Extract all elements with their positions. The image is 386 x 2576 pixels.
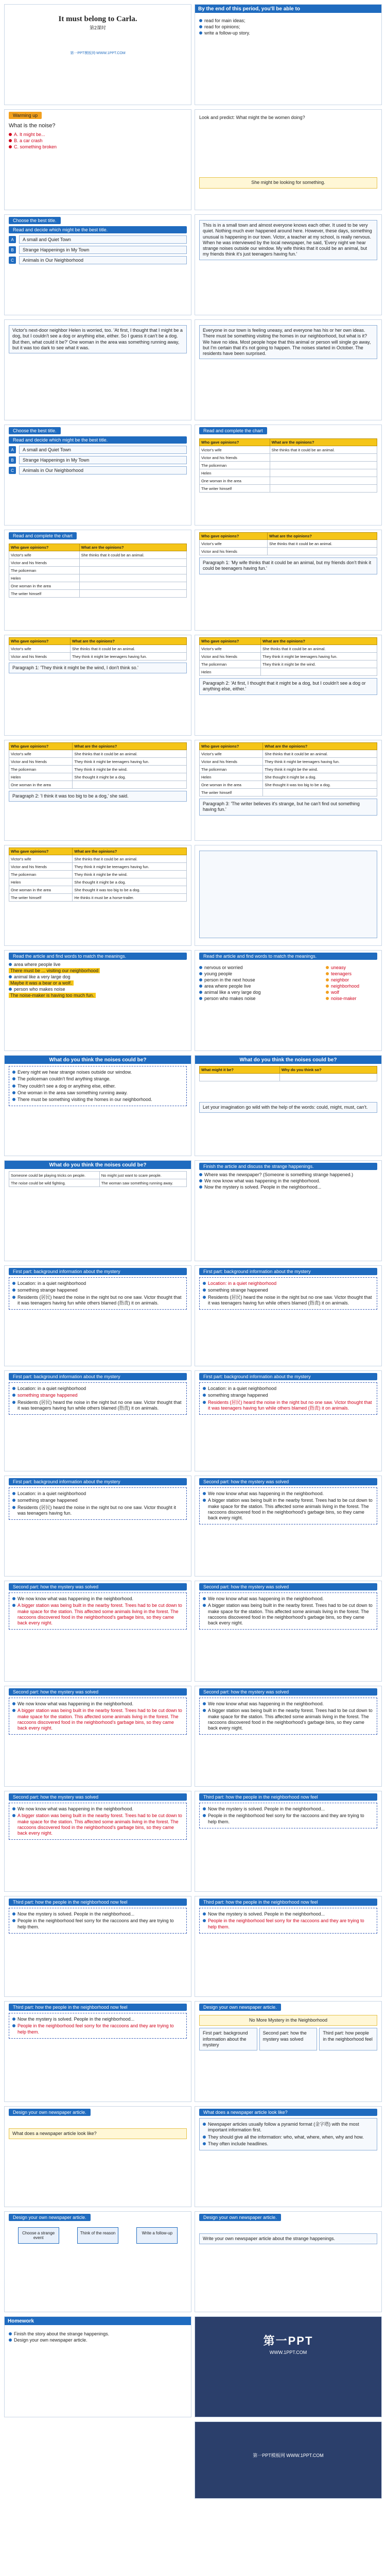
bullet-icon xyxy=(9,133,12,136)
bullet-icon xyxy=(12,2018,15,2021)
slide-chart-3[interactable] xyxy=(195,530,382,631)
section-label: Design your own newspaper article. xyxy=(9,2214,91,2221)
bullet-icon xyxy=(12,1492,15,1495)
slide-third-part-1[interactable]: Third part: how the people in the neighborhood now feel Now the mystery is solved. People in the neighborhood... People in the neighborhood feel sorry for the raccoons and they are trying to help them. xyxy=(195,1791,382,1892)
goal-item: write a follow-up story. xyxy=(199,30,377,36)
predict-prompt: Look and predict: What might the be women doing? xyxy=(199,115,305,120)
bullet-icon xyxy=(199,972,202,975)
brand-tagline: WWW.1PPT.COM xyxy=(269,2350,307,2355)
bullet-icon xyxy=(12,1919,15,1922)
bullet-icon xyxy=(12,1604,15,1607)
brand-logo: 第一PPT xyxy=(263,2334,313,2347)
section-label: First part: background information about the mystery xyxy=(199,1373,377,1380)
bullet-icon xyxy=(9,963,12,966)
section-label: Design your own newspaper article. xyxy=(9,2109,91,2116)
option-a[interactable]: A A small and Quiet Town xyxy=(9,235,187,244)
slide-match-1[interactable]: Read the article and find words to match the meanings. area where people live There must be ... visiting our neighborhood animal like a very large dog Maybe it was a bear or a wolf. person who makes noise The noise-maker is having too much fun. xyxy=(4,950,191,1051)
slide-chart-complete[interactable] xyxy=(4,845,191,946)
design-instruction: Write your own newspaper article about the strange happenings. xyxy=(199,2233,377,2244)
slide-second-part-6[interactable]: Second part: how the mystery was solved We now know what was happening in the neighborhood. A bigger station was being built in the nearby forest. Trees had to be cut down to make space for the station. This affected some animals living in the forest. The raccoons discovered food in the neighborhood's garbage bins, so they came back every night. xyxy=(4,1791,191,1892)
bullet-icon xyxy=(12,1296,15,1299)
slide-finish-article[interactable]: Finish the article and discuss the strange happenings. Where was the newspaper? (Someone is something strange happened.) We now know what was happening in the neighborhood. Now the mystery is solved. People in the neighborhood... xyxy=(195,1160,382,1261)
bullet-icon xyxy=(203,1807,206,1810)
section-label: Design your own newspaper article. xyxy=(199,2004,281,2011)
paragraph-note: Paragraph 3: 'The writer believes it's strange, but he can't find out something having fun.' xyxy=(199,799,377,816)
flow-node: Choose a strange event xyxy=(18,2227,59,2244)
bullet-icon xyxy=(9,975,12,978)
slide-footer[interactable] xyxy=(195,2421,382,2499)
bullet-icon xyxy=(199,25,202,28)
slide-chart-5[interactable] xyxy=(195,635,382,736)
flow-node: Write a follow-up xyxy=(136,2227,178,2244)
opinion-table: Who gave opinions? What are the opinions? Victor's wife She thinks that it could be an animal. Victor and his friends They think it might be teenagers having fun. The policeman They think it might be the wind. Helen She thought it might be a dog. One woman in the area xyxy=(9,742,187,789)
part-cell: Second part: how the mystery was solved xyxy=(259,2028,318,2050)
slide-first-part-3[interactable]: First part: background information about the mystery Location: in a quiet neighborhood something strange happened Residents (居民) heard the noise in the night but no one saw. Victor thought that it was teenagers having fun while others blamed (指责) it on animals. xyxy=(4,1370,191,1471)
section-label: Finish the article and discuss the strange happenings. xyxy=(199,1163,377,1170)
section-label: Second part: how the mystery was solved xyxy=(9,1583,187,1590)
bullet-icon xyxy=(326,972,329,975)
bullet-icon xyxy=(12,1091,15,1094)
option-a[interactable]: A A small and Quiet Town xyxy=(9,446,187,454)
bullet-icon xyxy=(9,145,12,148)
slide-homework[interactable]: Homework Finish the story about the strange happenings. Design your own newspaper article. xyxy=(4,2316,191,2417)
bullet-icon xyxy=(9,2332,12,2335)
part-cell: First part: background information about the mystery xyxy=(199,2028,257,2050)
article-text: Victor's next-door neighbor Helen is worried, too. 'At first, I thought that I might be a dog, but I couldn't see a dog or anything else, either. So I guess it can't be a dog. But then, what could it be?' One woman in the area was something running away, but it was too dark to see what it was. xyxy=(9,325,187,353)
slide-third-part-4[interactable]: Third part: how the people in the neighborhood now feel Now the mystery is solved. People in the neighborhood... People in the neighborhood feel sorry for the raccoons and they are trying to help them. xyxy=(4,2001,191,2102)
imagination-note: Let your imagination go wild with the help of the words: could, might, must, can't. xyxy=(199,1102,377,1113)
bullet-icon xyxy=(12,1807,15,1810)
goal-item: read for main ideas; xyxy=(199,18,377,23)
option-b[interactable]: B Strange Happenings in My Town xyxy=(9,246,187,254)
bullet-icon xyxy=(203,1289,206,1292)
slide-best-title[interactable] xyxy=(4,214,191,315)
paragraph-note: Paragraph 1: 'My wife thinks that it could be an animal, but my friends don't think it could be teenagers having fun.' xyxy=(199,557,377,574)
bullet-icon xyxy=(199,31,202,35)
bullet-icon xyxy=(203,1499,206,1502)
slide-second-part-1[interactable]: Second part: how the mystery was solved We now know what was happening in the neighborhood. A bigger station was being built in the nearby forest. Trees had to be cut down to make space for the station. This affected some animals living in the forest. The raccoons discovered food in the neighborhood's garbage bins, so they came back every night. xyxy=(195,1476,382,1577)
bullet-icon xyxy=(326,978,329,981)
bullet-icon xyxy=(326,997,329,1000)
part-cell: Third part: how people in the neighborhood feel xyxy=(319,2028,377,2050)
section-label: Read and complete the chart xyxy=(199,427,267,434)
bullet-icon xyxy=(12,1401,15,1404)
section-label: Read and complete the chart xyxy=(9,532,77,539)
slide-first-part-1[interactable]: First part: background information about the mystery Location: in a quiet neighborhood something strange happened Residents (居民) heard the noise in the night but no one saw. Victor thought that it was teenagers having fun while others blamed (指责) it on animals. xyxy=(4,1265,191,1366)
bullet-icon xyxy=(199,978,202,981)
slide-article-2[interactable] xyxy=(4,319,191,420)
footer-text: 第一PPT模板网 WWW.1PPT.COM xyxy=(253,2453,324,2458)
slide-chart-1[interactable] xyxy=(195,425,382,526)
noise-table: What might it be? Why do you think so? xyxy=(199,1066,377,1081)
section-label: Second part: how the mystery was solved xyxy=(9,1793,187,1801)
bullet-icon xyxy=(203,1912,206,1916)
slide-noises-3[interactable] xyxy=(4,1160,191,1261)
article-text: Everyone in our town is feeling uneasy, and everyone has his or her own ideas. There must be something visiting the homes in our neighborhood, but what is it? We have no idea. Most people hope that this animal or person will single go away, but I'm certain that it's not going to happen. The noises started in October. The residents have been surprised. xyxy=(199,325,377,359)
slide-match-2[interactable]: Read the article and find words to match the meanings. nervous or worried young people person in the next house area where people live animal like a very large dog person who makes noise uneasy teenagers neighbor neighborhood wolf noise-maker xyxy=(195,950,382,1051)
paragraph-note: Paragraph 2: 'At first, I thought that it might be a dog, but I couldn't see a dog or anything else, either.' xyxy=(199,678,377,695)
slide-title[interactable] xyxy=(4,4,191,105)
slide-third-part-3[interactable]: Third part: how the people in the neighborhood now feel Now the mystery is solved. People in the neighborhood... People in the neighborhood feel sorry for the raccoons and they are trying to help them. xyxy=(195,1896,382,1997)
bullet-icon xyxy=(199,1173,202,1176)
goals-intro: By the end of this period, you'll be able to xyxy=(195,5,381,13)
bullet-icon xyxy=(12,1499,15,1502)
bullet-icon xyxy=(203,1604,206,1607)
opinion-table: Who gave opinions? What are the opinions? Victor's wife She thinks that it could be an animal. Victor and his friends They think it might be teenagers having fun. The policeman They think it might be the wind. Helen She thought it might be a dog. One woman in the area She thought it was too big to be a dog. The writer himself xyxy=(199,742,377,796)
flow-node: Think of the reason xyxy=(77,2227,118,2244)
opinion-table: Who gave opinions? What are the opinions? Victor's wife She thinks that it could be an animal. Victor and his friends The policeman Helen One woman in the area The writer himself xyxy=(9,544,187,598)
bullet-icon xyxy=(12,1597,15,1600)
section-label: What do you think the noises could be? xyxy=(195,1056,381,1064)
slide-noises-2[interactable] xyxy=(195,1055,382,1156)
section-label: Second part: how the mystery was solved xyxy=(199,1478,377,1485)
bullet-icon xyxy=(203,1282,206,1285)
bullet-icon xyxy=(326,985,329,988)
bullet-icon xyxy=(203,1394,206,1397)
instruction: Read and decide which might be the best title. xyxy=(9,436,187,444)
site-label: 第一PPT模板网-WWW.1PPT.COM xyxy=(70,52,126,56)
slide-chart-7[interactable] xyxy=(195,740,382,841)
section-label: What does a newspaper article look like? xyxy=(199,2109,377,2116)
title: It must belong to Carla. xyxy=(58,15,137,23)
section-label: Choose the best title. xyxy=(9,217,61,224)
bullet-icon xyxy=(203,1492,206,1495)
bullet-icon xyxy=(12,1506,15,1509)
bullet-icon xyxy=(203,1702,206,1705)
bullet-icon xyxy=(203,1597,206,1600)
goal-item: read for opinions; xyxy=(199,24,377,29)
bullet-icon xyxy=(203,1296,206,1299)
bullet-icon xyxy=(12,1071,15,1074)
bullet-icon xyxy=(199,19,202,22)
section-label: Design your own newspaper article. xyxy=(199,2214,281,2221)
opinion-table: Who gave opinions? What are the opinions? Victor's wife She thinks that it could be an animal. Victor and his friends They think it might be teenagers having fun. xyxy=(9,637,187,660)
slide-chart-2[interactable] xyxy=(4,530,191,631)
slide-second-part-4[interactable]: Second part: how the mystery was solved We now know what was happening in the neighborhood. A bigger station was being built in the nearby forest. Trees had to be cut down to make space for the station. This affected some animals living in the forest. The raccoons discovered food in the neighborhood's garbage bins, so they came back every night. xyxy=(4,1686,191,1787)
slide-article-1[interactable] xyxy=(195,214,382,315)
section-label: Homework xyxy=(5,2317,191,2325)
section-label: What do you think the noises could be? xyxy=(5,1056,191,1064)
section-label: What do you think the noises could be? xyxy=(5,1161,191,1169)
slide-second-part-5[interactable]: Second part: how the mystery was solved We now know what was happening in the neighborhood. A bigger station was being built in the nearby forest. Trees had to be cut down to make space for the station. This affected some animals living in the forest. The raccoons discovered food in the neighborhood's garbage bins, so they came back every night. xyxy=(195,1686,382,1787)
slide-second-part-2[interactable]: Second part: how the mystery was solved We now know what was happening in the neighborhood. A bigger station was being built in the nearby forest. Trees had to be cut down to make space for the station. This affected some animals living in the forest. The raccoons discovered food in the neighborhood's garbage bins, so they came back every night. xyxy=(4,1581,191,1682)
bullet-icon xyxy=(203,1387,206,1390)
section-label: Third part: how the people in the neighborhood now feel xyxy=(199,1899,377,1906)
bullet-icon xyxy=(12,1912,15,1916)
slide-article-3[interactable] xyxy=(195,319,382,420)
slide-match-preview[interactable] xyxy=(195,845,382,946)
design-question: What does a newspaper article look like? xyxy=(9,2128,187,2139)
section-label: Read the article and find words to match the meanings. xyxy=(9,953,187,960)
bullet-icon xyxy=(12,1702,15,1705)
bullet-icon xyxy=(12,1282,15,1285)
bullet-icon xyxy=(9,2338,12,2342)
bullet-icon xyxy=(203,1814,206,1817)
section-label: First part: background information about the mystery xyxy=(9,1373,187,1380)
bullet-icon xyxy=(199,966,202,969)
bullet-icon xyxy=(203,1709,206,1712)
slide-chart-4[interactable] xyxy=(4,635,191,736)
slide-brand[interactable] xyxy=(195,2316,382,2417)
bullet-icon xyxy=(199,997,202,1000)
bullet-icon xyxy=(12,1098,15,1101)
bullet-icon xyxy=(12,1387,15,1390)
paragraph-note: Paragraph 2: 'I think it was too big to be a dog,' she said. xyxy=(9,791,187,802)
section-label: Second part: how the mystery was solved xyxy=(199,1583,377,1590)
slide-predict[interactable] xyxy=(195,109,382,210)
predict-answer: She might be looking for something. xyxy=(199,177,377,188)
slide-design-4[interactable] xyxy=(195,2211,382,2312)
paper-headline: No More Mystery in the Neighborhood xyxy=(199,2015,377,2026)
bullet-icon xyxy=(199,1179,202,1182)
slide-noises-1[interactable]: What do you think the noises could be? Every night we hear strange noises outside our window. The policeman couldn't find anything strange. They couldn't see a dog or anything else, either. One woman in the area saw something running away. There must be something visiting the homes in our neighborhood. xyxy=(4,1055,191,1156)
image-placeholder xyxy=(199,851,377,938)
option-c[interactable]: C Animals in Our Neighborhood xyxy=(9,466,187,474)
section-label: Second part: how the mystery was solved xyxy=(9,1688,187,1696)
question: What is the noise? xyxy=(9,123,56,129)
bullet-icon xyxy=(12,1289,15,1292)
opinion-table: Who gave opinions? What are the opinions? Victor's wife She thinks that it could be an animal. Victor and his friends They think it might be teenagers having fun. The policeman They think it might be the wind. Helen She thought it might be a dog. One woman in the area She thought it was too big to be a dog. The writer himself He thinks it must be a horse-trailer. xyxy=(9,848,187,902)
bullet-icon xyxy=(12,2024,15,2027)
bullet-icon xyxy=(12,1084,15,1088)
section-label: First part: background information about the mystery xyxy=(9,1478,187,1485)
subtitle: 第2课时 xyxy=(89,25,106,30)
paragraph-note: Paragraph 1: 'They think it might be the wind, I don't think so.' xyxy=(9,663,187,673)
slide-design-2[interactable] xyxy=(4,2106,191,2207)
section-label: Warming up xyxy=(9,112,42,119)
bullet-icon xyxy=(326,991,329,994)
noise-table: Someone could be playing tricks on people. No might just want to scare people. The noise could be wild fighting. The woman saw something running away. xyxy=(9,1171,187,1187)
section-label: Second part: how the mystery was solved xyxy=(199,1688,377,1696)
slide-best-title-2[interactable] xyxy=(4,425,191,526)
option-b[interactable]: B Strange Happenings in My Town xyxy=(9,456,187,464)
opinion-table: Who gave opinions? What are the opinions? Victor's wife She thinks that it could be an animal. Victor and his friends xyxy=(199,532,377,555)
bullet-icon xyxy=(199,985,202,988)
slide-chart-6[interactable] xyxy=(4,740,191,841)
bullet-icon xyxy=(203,2136,206,2139)
slide-first-part-2[interactable]: First part: background information about the mystery Location: in a quiet neighborhood something strange happened Residents (居民) heard the noise in the night but no one saw. Victor thought that it was teenagers having fun while others blamed (指责) it on animals. xyxy=(195,1265,382,1366)
section-label: Third part: how the people in the neighborhood now feel xyxy=(9,2004,187,2011)
section-label: Read the article and find words to match the meanings. xyxy=(199,953,377,960)
bullet-icon xyxy=(203,1401,206,1404)
bullet-icon xyxy=(203,2142,206,2145)
bullet-icon xyxy=(203,1919,206,1922)
section-label: First part: background information about the mystery xyxy=(199,1268,377,1275)
option-c[interactable]: C Animals in Our Neighborhood xyxy=(9,256,187,264)
bullet-icon xyxy=(199,991,202,994)
opinion-table: Who gave opinions? What are the opinions? Victor's wife She thinks that it could be an animal. Victor and his friends The policeman Helen One woman in the area The writer himself xyxy=(199,438,377,493)
bullet-icon xyxy=(12,1814,15,1817)
bullet-icon xyxy=(203,2123,206,2126)
bullet-icon xyxy=(9,139,12,142)
section-label: Choose the best title. xyxy=(9,427,61,434)
bullet-icon xyxy=(12,1709,15,1712)
slide-design-3[interactable] xyxy=(4,2211,191,2312)
slide-article-format[interactable]: What does a newspaper article look like? Newspaper articles usually follow a pyramid format (金字塔) with the most important information first. They should give all the information: who, what, where, when, why and how. They often include headlines. xyxy=(195,2106,382,2207)
bullet-icon xyxy=(326,966,329,969)
opinion-table: Who gave opinions? What are the opinions? Victor's wife She thinks that it could be an animal. Victor and his friends They think it might be teenagers having fun. The policeman They think it might be the wind. Helen xyxy=(199,637,377,676)
flow-diagram xyxy=(9,2227,187,2244)
section-label: First part: background information about the mystery xyxy=(9,1268,187,1275)
bullet-icon xyxy=(199,1185,202,1189)
bullet-icon xyxy=(12,1077,15,1080)
slide-design-1[interactable] xyxy=(195,2001,382,2102)
section-label: Third part: how the people in the neighborhood now feel xyxy=(9,1899,187,1906)
slide-first-part-4[interactable]: First part: background information about the mystery Location: in a quiet neighborhood something strange happened Residents (居民) heard the noise in the night but no one saw. Victor thought that it was teenagers having fun while others blamed (指责) it on animals. xyxy=(195,1370,382,1471)
slide-third-part-2[interactable]: Third part: how the people in the neighborhood now feel Now the mystery is solved. People in the neighborhood... People in the neighborhood feel sorry for the raccoons and they are trying to help them. xyxy=(4,1896,191,1997)
slide-goals[interactable] xyxy=(195,4,382,105)
bullet-icon xyxy=(12,1394,15,1397)
slide-warming-up[interactable]: Warming up What is the noise? A. It might be... B. a car crash C. something broken xyxy=(4,109,191,210)
bullet-icon xyxy=(9,988,12,991)
slide-second-part-3[interactable]: Second part: how the mystery was solved We now know what was happening in the neighborhood. A bigger station was being built in the nearby forest. Trees had to be cut down to make space for the station. This affected some animals living in the forest. The raccoons discovered food in the neighborhood's garbage bins, so they came back every night. xyxy=(195,1581,382,1682)
article-text: This is in a small town and almost everyone knows each other. It used to be very quiet. Nothing much ever happened around here. However, these days, something unusual is happening in our town. Victor, a teacher at my school, is really nervous. When he was interviewed by the local newspaper, he said, 'Every night we hear strange noises outside our window. My wife thinks that it could be an animal, but my friends think it's just teenagers having fun.' xyxy=(199,220,377,260)
instruction: Read and decide which might be the best title. xyxy=(9,226,187,233)
slide-first-part-5[interactable]: First part: background information about the mystery Location: in a quiet neighborhood something strange happened Residents (居民) heard the noise in the night but no one saw. Victor thought it was teenagers having fun. xyxy=(4,1476,191,1577)
section-label: Third part: how the people in the neighborhood now feel xyxy=(199,1793,377,1801)
